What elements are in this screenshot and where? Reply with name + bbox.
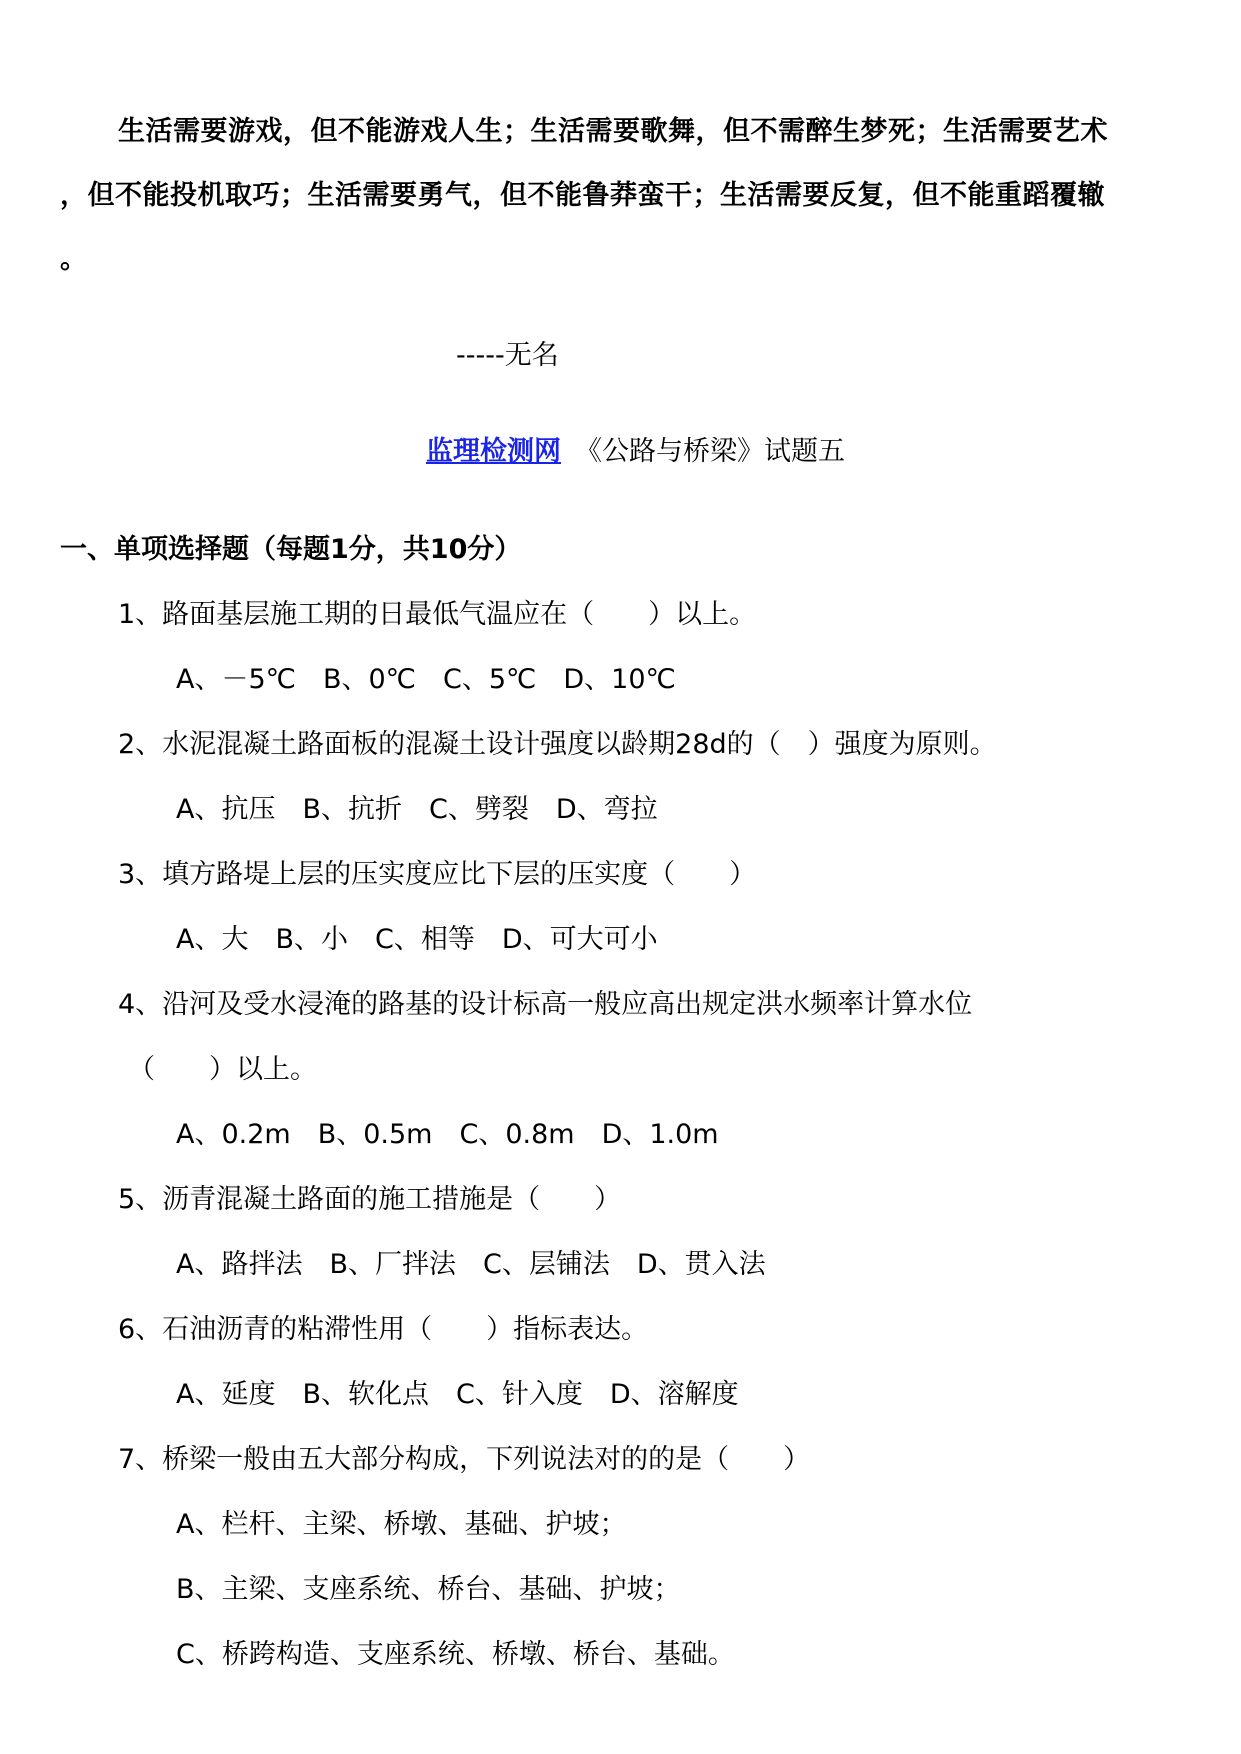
question-1-options: A、－5℃ B、0℃ C、5℃ D、10℃: [176, 664, 676, 695]
site-link[interactable]: 监理检测网: [426, 436, 561, 467]
quote-line-3: 。: [60, 244, 88, 275]
document-title: [426, 432, 845, 472]
question-7-option-a: A、栏杆、主梁、桥墩、基础、护坡；: [176, 1509, 627, 1540]
quote-line-1: 生活需要游戏，但不能游戏人生；生活需要歌舞，但不需醉生梦死；生活需要艺术: [118, 116, 1108, 147]
question-6-stem: 6、石油沥青的粘滞性用（ ）指标表达。: [118, 1314, 649, 1345]
question-6-options: A、延度 B、软化点 C、针入度 D、溶解度: [176, 1379, 739, 1410]
question-2-stem: 2、水泥混凝土路面板的混凝土设计强度以龄期28d的（ ）强度为原则。: [118, 729, 997, 760]
exam-title: 《公路与桥梁》试题五: [575, 436, 845, 467]
quote-line-2: ，但不能投机取巧；生活需要勇气，但不能鲁莽蛮干；生活需要反复，但不能重蹈覆辙: [60, 180, 1105, 211]
question-3-stem: 3、填方路堤上层的压实度应比下层的压实度（ ）: [118, 859, 757, 890]
question-5-stem: 5、沥青混凝土路面的施工措施是（ ）: [118, 1184, 622, 1215]
question-7-option-c: C、桥跨构造、支座系统、桥墩、桥台、基础。: [176, 1639, 735, 1670]
question-4-stem-continued: （ ）以上。: [128, 1054, 317, 1085]
question-7-stem: 7、桥梁一般由五大部分构成，下列说法对的的是（ ）: [118, 1444, 811, 1475]
question-5-options: A、路拌法 B、厂拌法 C、层铺法 D、贯入法: [176, 1249, 766, 1280]
question-4-stem: 4、沿河及受水浸淹的路基的设计标高一般应高出规定洪水频率计算水位: [118, 989, 973, 1020]
quote-author: -----无名: [456, 340, 559, 371]
section-heading: 一、单项选择题（每题1分，共10分）: [60, 534, 522, 565]
question-2-options: A、抗压 B、抗折 C、劈裂 D、弯拉: [176, 794, 658, 825]
question-7-option-b: B、主梁、支座系统、桥台、基础、护坡；: [176, 1574, 681, 1605]
question-3-options: A、大 B、小 C、相等 D、可大可小: [176, 924, 658, 955]
question-1-stem: 1、路面基层施工期的日最低气温应在（ ）以上。: [118, 599, 757, 630]
question-4-options: A、0.2m B、0.5m C、0.8m D、1.0m: [176, 1119, 719, 1150]
quote-block: [60, 100, 1180, 292]
